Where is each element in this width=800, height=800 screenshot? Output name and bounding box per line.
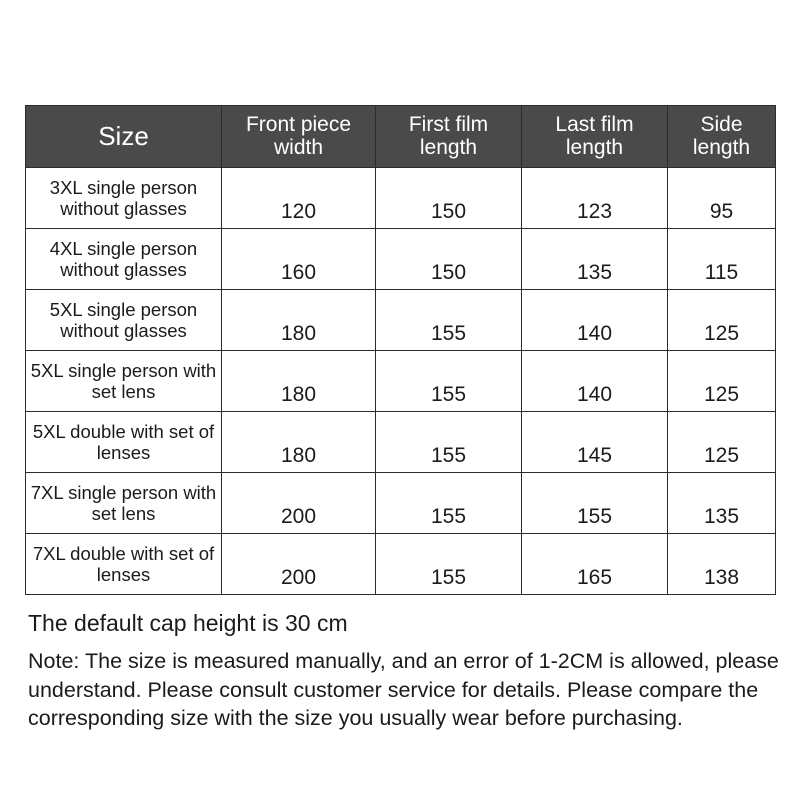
table-row	[26, 168, 776, 229]
row-label: 5XL single person without glasses	[26, 290, 222, 351]
cell-side-length: 95	[668, 168, 776, 229]
cell-last-film-length: 145	[522, 412, 668, 473]
cap-height-note: The default cap height is 30 cm	[28, 610, 348, 636]
cell-first-film-length: 155	[376, 351, 522, 412]
cell-first-film-length: 155	[376, 412, 522, 473]
cell-front-piece-width: 200	[222, 534, 376, 595]
column-header-side-length: Side length	[668, 106, 776, 168]
column-header-front-piece-width: Front piece width	[222, 106, 376, 168]
cell-first-film-length: 150	[376, 168, 522, 229]
row-label: 3XL single person without glasses	[26, 168, 222, 229]
cell-last-film-length: 140	[522, 290, 668, 351]
row-label: 5XL double with set of lenses	[26, 412, 222, 473]
cell-front-piece-width: 120	[222, 168, 376, 229]
cell-side-length: 135	[668, 473, 776, 534]
cell-last-film-length: 165	[522, 534, 668, 595]
table-row	[26, 290, 776, 351]
row-label: 7XL double with set of lenses	[26, 534, 222, 595]
table-row	[26, 229, 776, 290]
cell-side-length: 125	[668, 412, 776, 473]
cell-last-film-length: 123	[522, 168, 668, 229]
cell-last-film-length: 140	[522, 351, 668, 412]
table-row	[26, 351, 776, 412]
table-row	[26, 473, 776, 534]
cell-first-film-length: 155	[376, 473, 522, 534]
table-header-row	[26, 106, 776, 168]
column-header-last-film-length: Last film length	[522, 106, 668, 168]
cell-first-film-length: 150	[376, 229, 522, 290]
notes-section	[25, 609, 780, 733]
cell-front-piece-width: 180	[222, 290, 376, 351]
table-body	[26, 168, 776, 595]
table-row	[26, 412, 776, 473]
size-chart-table	[25, 105, 776, 595]
cell-first-film-length: 155	[376, 290, 522, 351]
cell-side-length: 115	[668, 229, 776, 290]
cell-side-length: 125	[668, 351, 776, 412]
cell-last-film-length: 135	[522, 229, 668, 290]
row-label: 5XL single person with set lens	[26, 351, 222, 412]
cell-side-length: 138	[668, 534, 776, 595]
cell-side-length: 125	[668, 290, 776, 351]
row-label: 7XL single person with set lens	[26, 473, 222, 534]
measurement-disclaimer: Note: The size is measured manually, and an error of 1-2CM is allowed, please understand. Please consult customer service for details. Please compare the corresponding size with the size you usually wear before purchasing.	[28, 648, 779, 731]
cell-front-piece-width: 180	[222, 412, 376, 473]
column-header-first-film-length: First film length	[376, 106, 522, 168]
table-header	[26, 106, 776, 168]
cell-first-film-length: 155	[376, 534, 522, 595]
cell-front-piece-width: 160	[222, 229, 376, 290]
cell-last-film-length: 155	[522, 473, 668, 534]
row-label: 4XL single person without glasses	[26, 229, 222, 290]
cell-front-piece-width: 180	[222, 351, 376, 412]
column-header-size: Size	[26, 106, 222, 168]
cell-front-piece-width: 200	[222, 473, 376, 534]
table-row	[26, 534, 776, 595]
